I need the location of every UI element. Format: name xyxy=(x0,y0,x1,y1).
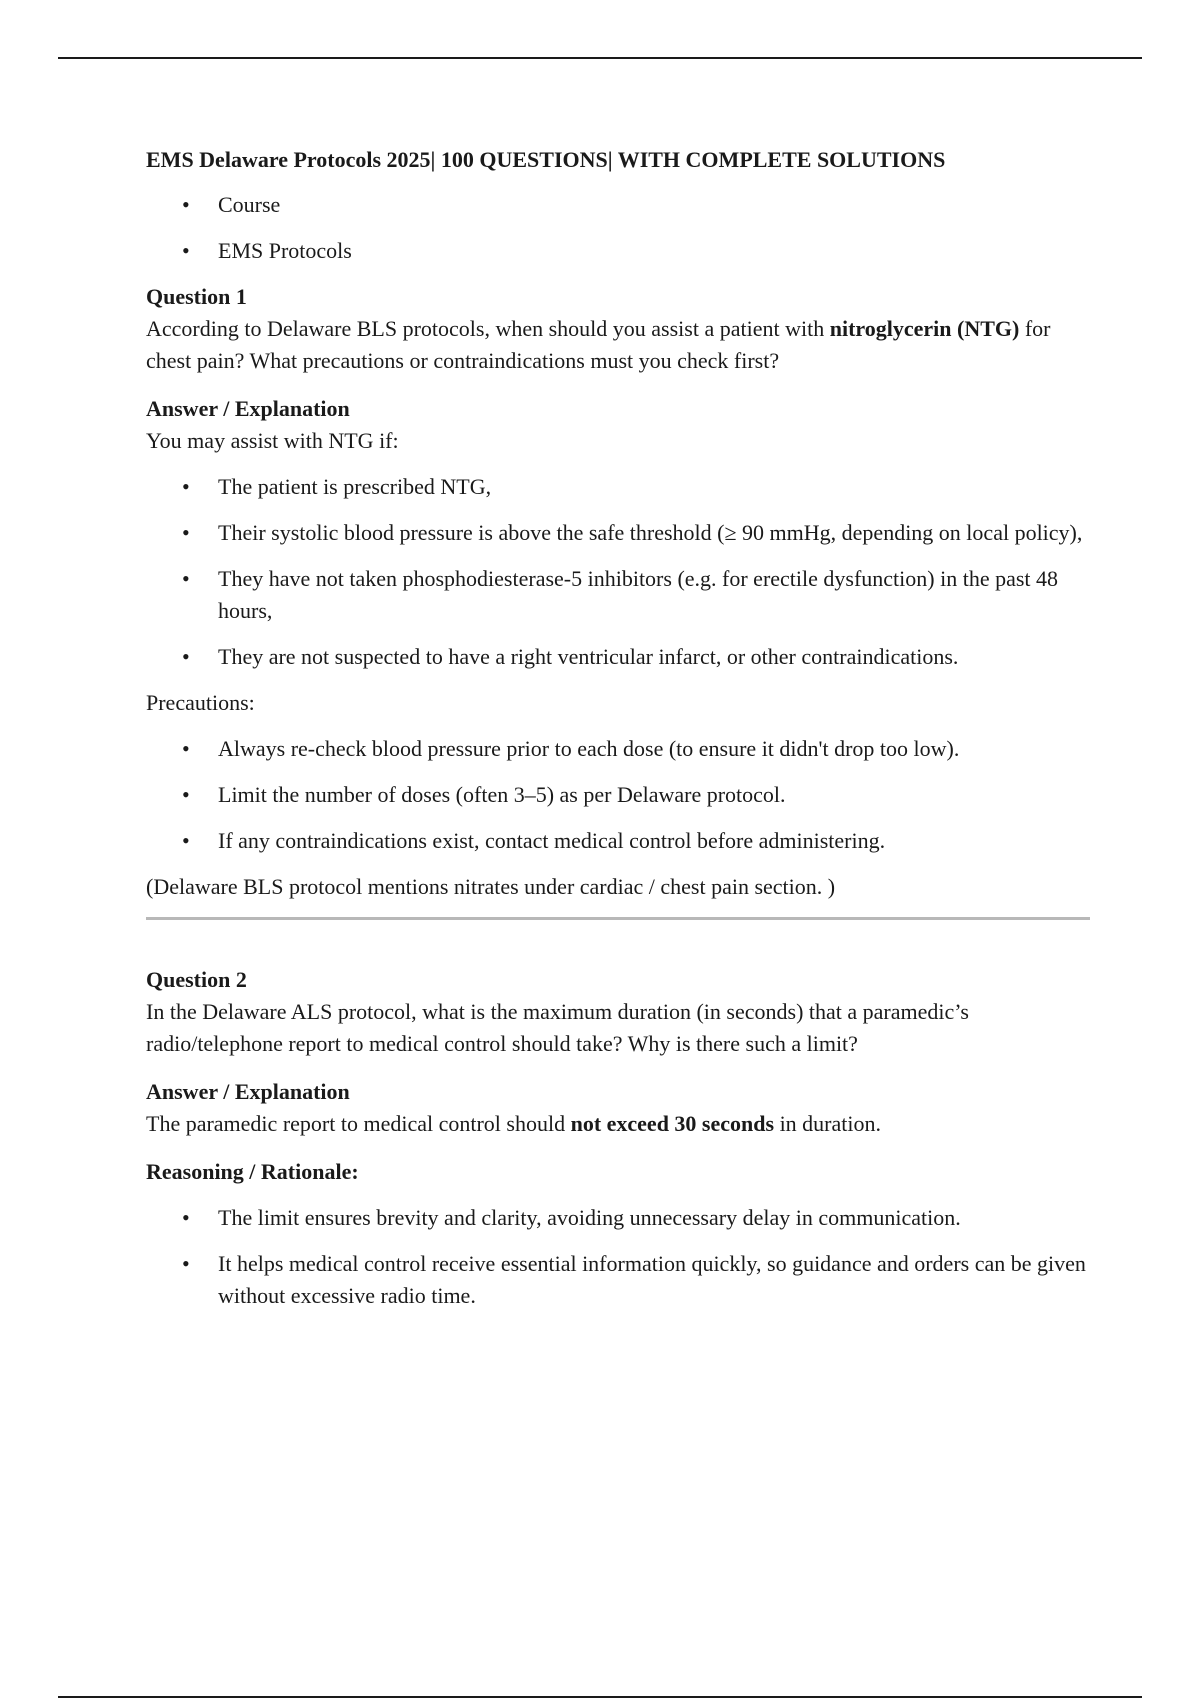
list-item: • It helps medical control receive essential information quickly, so guidance and orders can be given without excessive radio time. xyxy=(146,1248,1090,1312)
document-title: EMS Delaware Protocols 2025| 100 QUESTIONS| WITH COMPLETE SOLUTIONS xyxy=(146,147,946,172)
answer-1-intro: You may assist with NTG if: xyxy=(146,428,399,453)
answer-2-text: The paramedic report to medical control should not exceed 30 seconds in duration. xyxy=(146,1111,881,1136)
question-1-heading: Question 1 xyxy=(146,284,247,309)
tag-item-course[interactable]: • Course xyxy=(146,189,1090,221)
list-item: • The patient is prescribed NTG, xyxy=(146,471,1090,503)
document-body xyxy=(146,144,1090,1326)
rationale-heading: Reasoning / Rationale: xyxy=(146,1159,359,1184)
list-item: • They are not suspected to have a right ventricular infarct, or other contraindications. xyxy=(146,641,1090,673)
bullet-icon: • xyxy=(182,644,190,669)
page-bottom-rule xyxy=(58,1696,1142,1698)
bullet-icon: • xyxy=(182,736,190,761)
question-2-text: In the Delaware ALS protocol, what is the maximum duration (in seconds) that a paramedic’s radio/telephone report to medical control should take? Why is there such a limit? xyxy=(146,999,969,1056)
bullet-icon: • xyxy=(182,566,190,591)
answer-2-heading: Answer / Explanation xyxy=(146,1079,350,1104)
rationale-list xyxy=(146,1202,1090,1312)
bullet-icon: • xyxy=(182,192,190,217)
list-item: • They have not taken phosphodiesterase-5 inhibitors (e.g. for erectile dysfunction) in the past 48 hours, xyxy=(146,563,1090,627)
bullet-icon: • xyxy=(182,1251,190,1276)
bullet-icon: • xyxy=(182,238,190,263)
question-2-heading: Question 2 xyxy=(146,967,247,992)
page-top-rule xyxy=(58,57,1142,59)
precautions-list xyxy=(146,733,1090,857)
list-item: • Limit the number of doses (often 3–5) as per Delaware protocol. xyxy=(146,779,1090,811)
bullet-icon: • xyxy=(182,474,190,499)
section-divider xyxy=(146,917,1090,920)
tag-list xyxy=(146,189,1090,267)
tag-item-ems-protocols[interactable]: • EMS Protocols xyxy=(146,235,1090,267)
ntg-conditions-list xyxy=(146,471,1090,673)
list-item: • The limit ensures brevity and clarity, avoiding unnecessary delay in communication. xyxy=(146,1202,1090,1234)
bullet-icon: • xyxy=(182,520,190,545)
bullet-icon: • xyxy=(182,782,190,807)
answer-1-heading: Answer / Explanation xyxy=(146,396,350,421)
list-item: • Their systolic blood pressure is above the safe threshold (≥ 90 mmHg, depending on local policy), xyxy=(146,517,1090,549)
question-1-text: According to Delaware BLS protocols, when should you assist a patient with nitroglycerin (NTG) for chest pain? What precautions or contraindications must you check first? xyxy=(146,316,1051,373)
question-1-note: (Delaware BLS protocol mentions nitrates under cardiac / chest pain section. ) xyxy=(146,874,836,899)
list-item: • If any contraindications exist, contact medical control before administering. xyxy=(146,825,1090,857)
bullet-icon: • xyxy=(182,828,190,853)
bullet-icon: • xyxy=(182,1205,190,1230)
precautions-label: Precautions: xyxy=(146,690,255,715)
list-item: • Always re-check blood pressure prior to each dose (to ensure it didn't drop too low). xyxy=(146,733,1090,765)
